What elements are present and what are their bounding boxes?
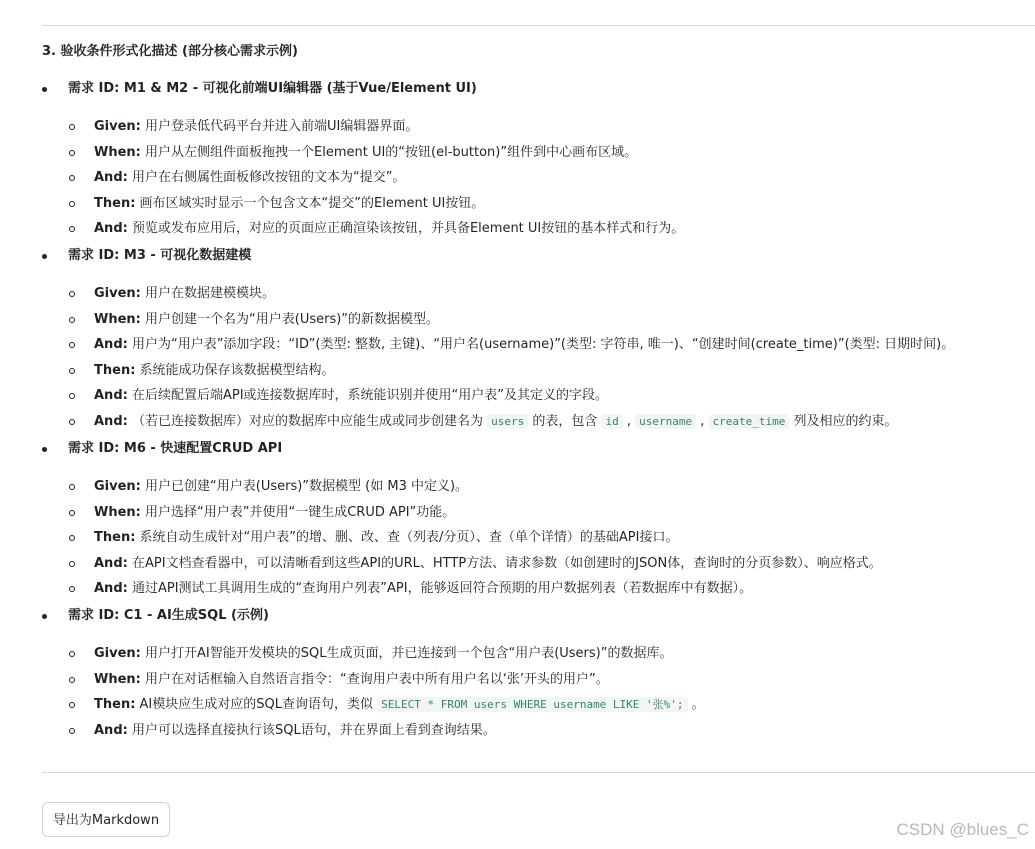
list-item: Given: 用户已创建“用户表(Users)”数据模型 (如 M3 中定义)。 bbox=[42, 477, 1032, 503]
list-item: When: 用户创建一个名为“用户表(Users)”的新数据模型。 bbox=[42, 310, 1032, 336]
inline-code: SELECT * FROM users WHERE username LIKE '张%'; bbox=[377, 697, 687, 712]
circle-bullet-icon bbox=[69, 728, 75, 734]
requirement-title: 需求 ID: M6 - 快速配置CRUD API bbox=[42, 439, 1032, 459]
circle-bullet-icon bbox=[69, 342, 75, 348]
circle-bullet-icon bbox=[69, 702, 75, 708]
inline-code: id bbox=[601, 414, 622, 429]
inline-code: create_time bbox=[709, 414, 790, 429]
circle-bullet-icon bbox=[69, 651, 75, 657]
circle-bullet-icon bbox=[69, 484, 75, 490]
list-item: Then: 系统自动生成针对“用户表”的增、删、改、查（列表/分页）、查（单个详情）的基础API接口。 bbox=[42, 528, 1032, 554]
inline-code: username bbox=[635, 414, 696, 429]
requirement-block bbox=[42, 606, 1032, 746]
list-item: Then: 画布区域实时显示一个包含文本“提交”的Element UI按钮。 bbox=[42, 194, 1032, 220]
requirement-block bbox=[42, 79, 1032, 245]
bullet-icon bbox=[42, 87, 47, 92]
criteria-list bbox=[42, 284, 1032, 438]
list-item: And: 在后续配置后端API或连接数据库时，系统能识别并使用“用户表”及其定义的字段。 bbox=[42, 386, 1032, 412]
circle-bullet-icon bbox=[69, 677, 75, 683]
requirement-title: 需求 ID: M1 & M2 - 可视化前端UI编辑器 (基于Vue/Element UI) bbox=[42, 79, 1032, 99]
circle-bullet-icon bbox=[69, 201, 75, 207]
circle-bullet-icon bbox=[69, 175, 75, 181]
circle-bullet-icon bbox=[69, 124, 75, 130]
list-item: And: 用户可以选择直接执行该SQL语句，并在界面上看到查询结果。 bbox=[42, 721, 1032, 747]
circle-bullet-icon bbox=[69, 150, 75, 156]
list-item: Given: 用户打开AI智能开发模块的SQL生成页面，并已连接到一个包含“用户表(Users)”的数据库。 bbox=[42, 644, 1032, 670]
criteria-list bbox=[42, 477, 1032, 605]
requirement-title: 需求 ID: C1 - AI生成SQL (示例) bbox=[42, 606, 1032, 626]
top-divider bbox=[42, 25, 1035, 26]
list-item: And: 用户在右侧属性面板修改按钮的文本为“提交”。 bbox=[42, 168, 1032, 194]
circle-bullet-icon bbox=[69, 368, 75, 374]
list-item: Given: 用户登录低代码平台并进入前端UI编辑器界面。 bbox=[42, 117, 1032, 143]
list-item: And: 在API文档查看器中，可以清晰看到这些API的URL、HTTP方法、请求参数（如创建时的JSON体，查询时的分页参数）、响应格式。 bbox=[42, 554, 1032, 580]
list-item: Then: 系统能成功保存该数据模型结构。 bbox=[42, 361, 1032, 387]
circle-bullet-icon bbox=[69, 317, 75, 323]
circle-bullet-icon bbox=[69, 586, 75, 592]
circle-bullet-icon bbox=[69, 510, 75, 516]
requirement-block bbox=[42, 246, 1032, 438]
list-item: Then: AI模块应生成对应的SQL查询语句，类似 SELECT * FROM users WHERE username LIKE '张%'; 。 bbox=[42, 695, 1032, 721]
inline-code: users bbox=[487, 414, 528, 429]
circle-bullet-icon bbox=[69, 535, 75, 541]
list-item: And: 用户为“用户表”添加字段：“ID”(类型: 整数, 主键)、“用户名(username)”(类型: 字符串, 唯一)、“创建时间(create_time)”(类型: 日期时间)。 bbox=[42, 335, 1032, 361]
watermark: CSDN @blues_C bbox=[896, 820, 1029, 839]
list-item: And: （若已连接数据库）对应的数据库中应能生成或同步创建名为 users 的表，包含 id , username , create_time 列及相应的约束。 bbox=[42, 412, 1032, 438]
list-item: When: 用户在对话框输入自然语言指令：“查询用户表中所有用户名以‘张’开头的用户”。 bbox=[42, 670, 1032, 696]
section-heading: 3. 验收条件形式化描述 (部分核心需求示例) bbox=[42, 44, 298, 59]
list-item: Given: 用户在数据建模模块。 bbox=[42, 284, 1032, 310]
requirement-title: 需求 ID: M3 - 可视化数据建模 bbox=[42, 246, 1032, 266]
circle-bullet-icon bbox=[69, 393, 75, 399]
circle-bullet-icon bbox=[69, 291, 75, 297]
circle-bullet-icon bbox=[69, 226, 75, 232]
list-item: When: 用户选择“用户表”并使用“一键生成CRUD API”功能。 bbox=[42, 503, 1032, 529]
list-item: And: 预览或发布应用后，对应的页面应正确渲染该按钮，并具备Element UI按钮的基本样式和行为。 bbox=[42, 219, 1032, 245]
circle-bullet-icon bbox=[69, 419, 75, 425]
criteria-list bbox=[42, 117, 1032, 245]
criteria-list bbox=[42, 644, 1032, 746]
circle-bullet-icon bbox=[69, 561, 75, 567]
bullet-icon bbox=[42, 614, 47, 619]
requirement-block bbox=[42, 439, 1032, 605]
export-markdown-button[interactable]: 导出为Markdown bbox=[42, 802, 170, 837]
bullet-icon bbox=[42, 254, 47, 259]
list-item: And: 通过API测试工具调用生成的“查询用户列表”API，能够返回符合预期的用户数据列表（若数据库中有数据）。 bbox=[42, 579, 1032, 605]
bullet-icon bbox=[42, 447, 47, 452]
list-item: When: 用户从左侧组件面板拖拽一个Element UI的“按钮(el-button)”组件到中心画布区域。 bbox=[42, 143, 1032, 169]
bottom-divider bbox=[42, 772, 1035, 773]
